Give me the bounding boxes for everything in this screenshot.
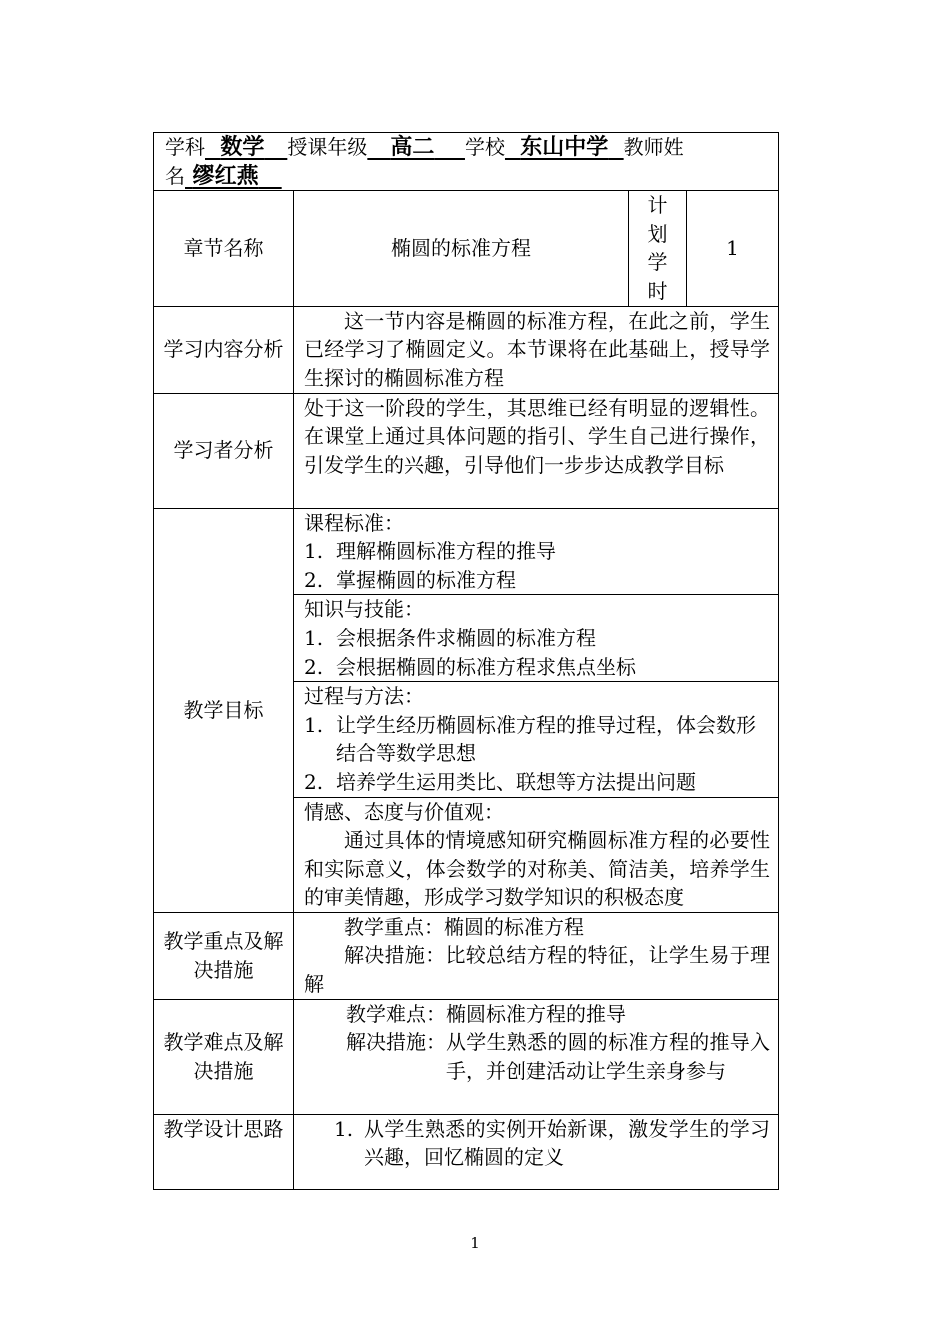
curriculum-section [294, 509, 778, 596]
objectives-cell [294, 508, 779, 912]
planned-hours-value: 1 [687, 191, 779, 306]
list-item: 1. 从学生熟悉的实例开始新课，激发学生的学习兴趣，回忆椭圆的定义 [334, 1116, 771, 1170]
header-row [154, 133, 779, 191]
design-row [154, 1114, 779, 1189]
objectives-row [154, 508, 779, 912]
difficulty-measure: 解决措施： 从学生熟悉的圆的标准方程的推导入手，并创建活动让学生亲身参与 [346, 1030, 771, 1084]
teacher-label-cont: 名 [165, 163, 185, 188]
knowledge-title: 知识与技能： [304, 597, 424, 622]
list-item: 1. 理解椭圆标准方程的推导 [304, 539, 556, 564]
learner-analysis-text: 处于这一阶段的学生，其思维已经有明显的逻辑性。在课堂上通过具体问题的指引、学生自己进行操作，引发学生的兴趣，引导他们一步步达成教学目标 [294, 393, 779, 508]
chapter-row [154, 191, 779, 306]
difficulty-point: 教学难点： 椭圆标准方程的推导 [346, 1001, 626, 1026]
design-cell [294, 1114, 779, 1189]
key-points-cell [294, 912, 779, 999]
objectives-label: 教学目标 [154, 508, 294, 912]
subject-value: 数学 [220, 134, 265, 160]
grade-value: 高二 [390, 134, 435, 160]
teacher-label: 教师姓 [623, 135, 684, 159]
key-points-label: 教学重点及解决措施 [154, 912, 294, 999]
content-analysis-label: 学习内容分析 [154, 306, 294, 393]
school-label: 学校 [464, 135, 505, 159]
difficulties-row [154, 999, 779, 1114]
design-label: 教学设计思路 [154, 1114, 294, 1189]
header-cell [154, 133, 779, 191]
school-value: 东山中学 [520, 134, 609, 160]
key-point-measure: 解决措施：比较总结方程的特征，让学生易于理解 [304, 943, 771, 997]
emotion-section [294, 798, 778, 912]
process-title: 过程与方法： [304, 684, 424, 709]
list-item: 1. 让学生经历椭圆标准方程的推导过程，体会数形结合等数学思想 [304, 712, 756, 766]
emotion-title: 情感、态度与价值观： [304, 799, 504, 824]
learner-analysis-row [154, 393, 779, 508]
key-point: 教学重点：椭圆的标准方程 [344, 914, 584, 939]
chapter-value: 椭圆的标准方程 [294, 191, 629, 306]
learner-analysis-label: 学习者分析 [154, 393, 294, 508]
key-points-row [154, 912, 779, 999]
difficulties-cell [294, 999, 779, 1114]
chapter-label: 章节名称 [154, 191, 294, 306]
lesson-plan-table [153, 132, 779, 1190]
page-number: 1 [470, 1234, 480, 1252]
process-section [294, 682, 778, 797]
list-item: 2. 会根据椭圆的标准方程求焦点坐标 [304, 654, 636, 679]
list-item: 1. 会根据条件求椭圆的标准方程 [304, 625, 596, 650]
list-item: 2. 掌握椭圆的标准方程 [304, 567, 516, 592]
teacher-value: 缪红燕 [192, 162, 259, 189]
knowledge-section [294, 595, 778, 682]
list-item: 2. 培养学生运用类比、联想等方法提出问题 [304, 769, 696, 794]
emotion-text: 通过具体的情境感知研究椭圆标准方程的必要性和实际意义，体会数学的对称美、简洁美，培养学生的审美情趣，形成学习数学知识的积极态度 [304, 828, 771, 910]
content-analysis-row [154, 306, 779, 393]
subject-label: 学科 [165, 135, 205, 159]
grade-label: 授课年级 [287, 135, 368, 159]
content-analysis-text: 这一节内容是椭圆的标准方程，在此之前，学生已经学习了椭圆定义。本节课将在此基础上，授导学生探讨的椭圆标准方程 [294, 306, 779, 393]
difficulties-label: 教学难点及解决措施 [154, 999, 294, 1114]
planned-hours-label: 计 划 学 时 [629, 191, 687, 306]
curriculum-title: 课程标准： [304, 510, 404, 535]
